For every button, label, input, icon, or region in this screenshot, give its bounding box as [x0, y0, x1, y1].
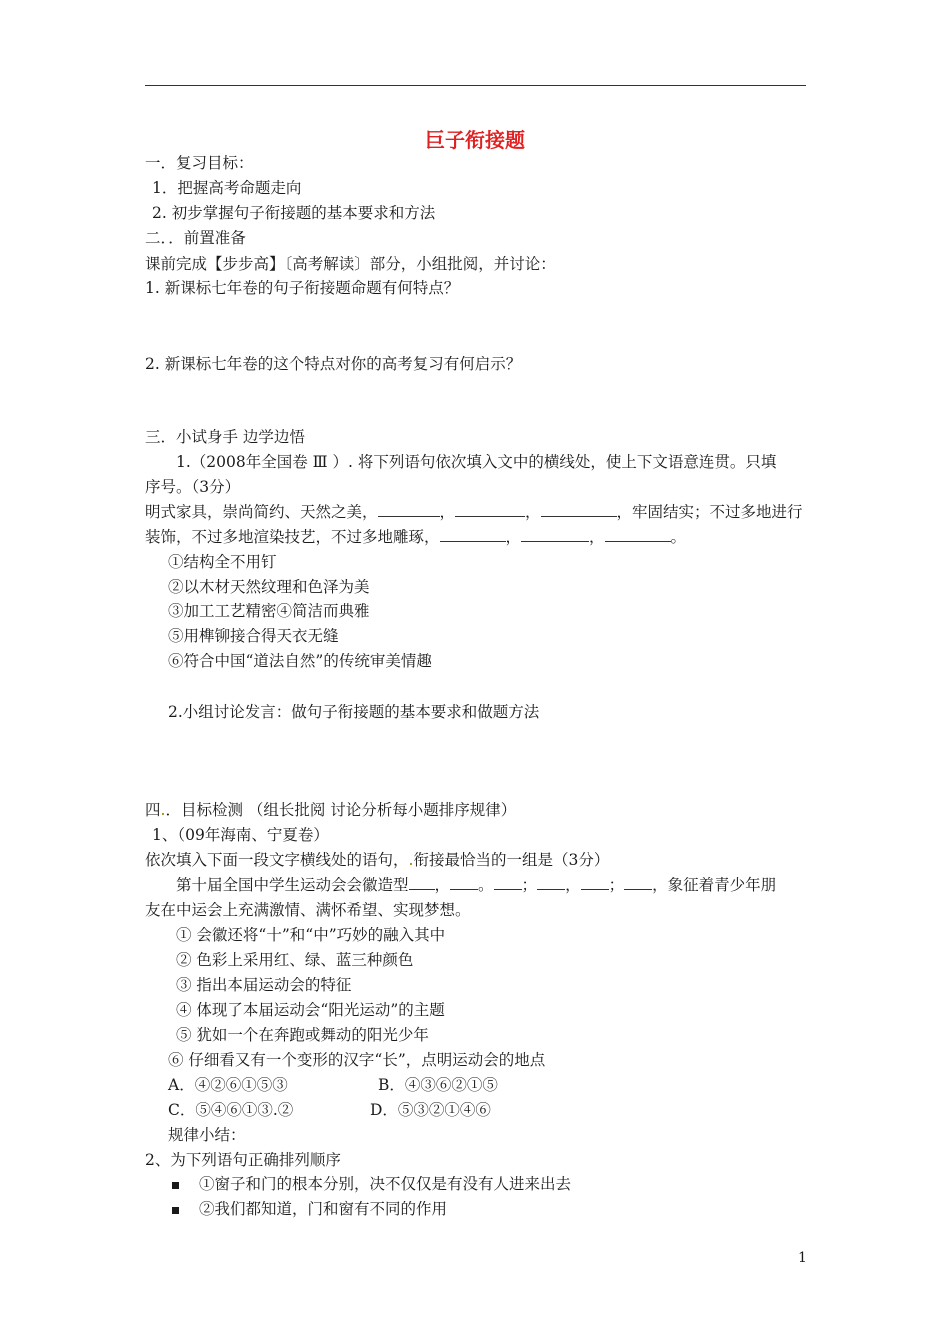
choice-a: A．④②⑥①⑤③ — [168, 1076, 288, 1094]
option-item: ②以木材天然纹理和色泽为美 — [168, 578, 370, 596]
section-1-heading: 一．复习目标： — [145, 154, 254, 172]
goal-1: 1．把握高考命题走向 — [152, 179, 302, 197]
sentence-item: ⑤ 犹如一个在奔跑或舞动的阳光少年 — [176, 1026, 429, 1044]
question-1-prompt — [145, 850, 609, 870]
option-item: ⑤用榫铆接合得天衣无缝 — [168, 627, 339, 645]
separator: ， — [525, 503, 541, 521]
answer-blank[interactable] — [455, 502, 525, 517]
bullet-item — [172, 1199, 447, 1219]
bullet-text: ②我们都知道，门和窗有不同的作用 — [199, 1200, 448, 1218]
answer-blank[interactable] — [521, 527, 589, 542]
passage-text: ，牢固结实；不过多地进行 — [616, 503, 803, 521]
sentence-item: ② 色彩上采用红、绿、蓝三种颜色 — [176, 951, 414, 969]
bullet-icon — [172, 1207, 179, 1214]
option-item: ⑥符合中国“道法自然”的传统审美情趣 — [168, 652, 432, 670]
answer-blank[interactable] — [440, 527, 506, 542]
passage-text: 第十届全国中学生运动会会徽造型 — [176, 876, 409, 894]
exercise-1-line-1: 1.（2008年全国卷 Ⅲ ）. 将下列语句依次填入文中的横线处，使上下文语意连贯。只填 — [176, 453, 777, 471]
exercise-1-line-2: 序号。（3分） — [145, 478, 241, 496]
answer-blank[interactable] — [450, 875, 478, 890]
choice-c: C．⑤④⑥①③.② — [168, 1101, 294, 1119]
prompt-text: 依次填入下面一段文字横线处的语句， — [145, 851, 409, 869]
separator: 。 — [670, 528, 687, 546]
bullet-text: ①窗子和门的根本分别，决不仅仅是有没有人进来出去 — [199, 1175, 572, 1193]
passage-1-line-1 — [145, 502, 803, 522]
answer-blank[interactable] — [494, 875, 522, 890]
answer-blank[interactable] — [409, 875, 435, 890]
answer-blank[interactable] — [605, 527, 671, 542]
prompt-text: 衔接最恰当的一组是（3分） — [413, 851, 610, 869]
passage-text: ，象征着青少年朋 — [652, 876, 777, 894]
option-item: ③加工工艺精密④简洁而典雅 — [168, 602, 370, 620]
question-1-label: 1、（09年海南、宁夏卷） — [152, 826, 329, 844]
goal-2: 2. 初步掌握句子衔接题的基本要求和方法 — [152, 204, 436, 222]
choice-d: D．⑤③②①④⑥ — [370, 1101, 491, 1119]
answer-blank[interactable] — [541, 502, 617, 517]
passage-2-line-1: 第十届全国中学生运动会会徽造型 ， 。 ； ， ； ，象征着青少年朋 — [176, 876, 777, 894]
header-rule — [145, 85, 806, 86]
prep-question-2: 2. 新课标七年卷的这个特点对你的高考复习有何启示？ — [145, 355, 522, 373]
answer-blank[interactable] — [581, 875, 609, 890]
answer-blank[interactable] — [624, 875, 652, 890]
discussion-prompt: 2.小组讨论发言：做句子衔接题的基本要求和做题方法 — [168, 703, 540, 721]
answer-blank[interactable] — [537, 875, 565, 890]
section-2-heading: 二．．前置准备 — [145, 229, 246, 247]
sentence-item: ① 会徽还将“十”和“中”巧妙的融入其中 — [176, 926, 446, 944]
passage-2-line-2: 友在中运会上充满激情、满怀希望、实现梦想。 — [145, 901, 471, 919]
bullet-icon — [172, 1182, 179, 1189]
passage-text: 明式家具，崇尚简约、天然之美， — [145, 503, 378, 521]
option-item: ①结构全不用钉 — [168, 553, 277, 571]
answer-blank[interactable] — [378, 502, 440, 517]
bullet-item — [172, 1174, 571, 1194]
question-2-label: 2、为下列语句正确排列顺序 — [145, 1151, 341, 1169]
rule-summary: 规律小结： — [168, 1126, 246, 1144]
separator: ， — [505, 528, 522, 546]
sentence-item: ③ 指出本届运动会的特征 — [176, 976, 352, 994]
section-3-heading: 三．小试身手 边学边悟 — [145, 428, 305, 446]
sentence-item: ⑥ 仔细看又有一个变形的汉字“长”，点明运动会的地点 — [168, 1051, 546, 1069]
heading-dot: . — [160, 801, 166, 819]
sentence-item: ④ 体现了本届运动会“阳光运动”的主题 — [176, 1001, 445, 1019]
heading-text: ．目标检测 （组长批阅 讨论分析每小题排序规律） — [165, 801, 517, 819]
heading-number: 四 — [145, 801, 161, 819]
page-number: 1 — [798, 1250, 807, 1266]
prompt-dot: . — [408, 851, 414, 869]
section-4-heading — [145, 800, 516, 820]
prep-intro: 课前完成【步步高】〔高考解读〕部分，小组批阅，并讨论： — [145, 255, 556, 273]
page-title: 巨子衔接题 — [425, 128, 525, 152]
passage-1-line-2 — [145, 527, 686, 547]
separator: ， — [589, 528, 605, 546]
passage-text: 装饰，不过多地渲染技艺，不过多地雕琢， — [145, 528, 440, 546]
choice-b: B．④③⑥②①⑤ — [378, 1076, 498, 1094]
separator: ， — [439, 503, 456, 521]
prep-question-1: 1. 新课标七年卷的句子衔接题命题有何特点？ — [145, 279, 460, 297]
